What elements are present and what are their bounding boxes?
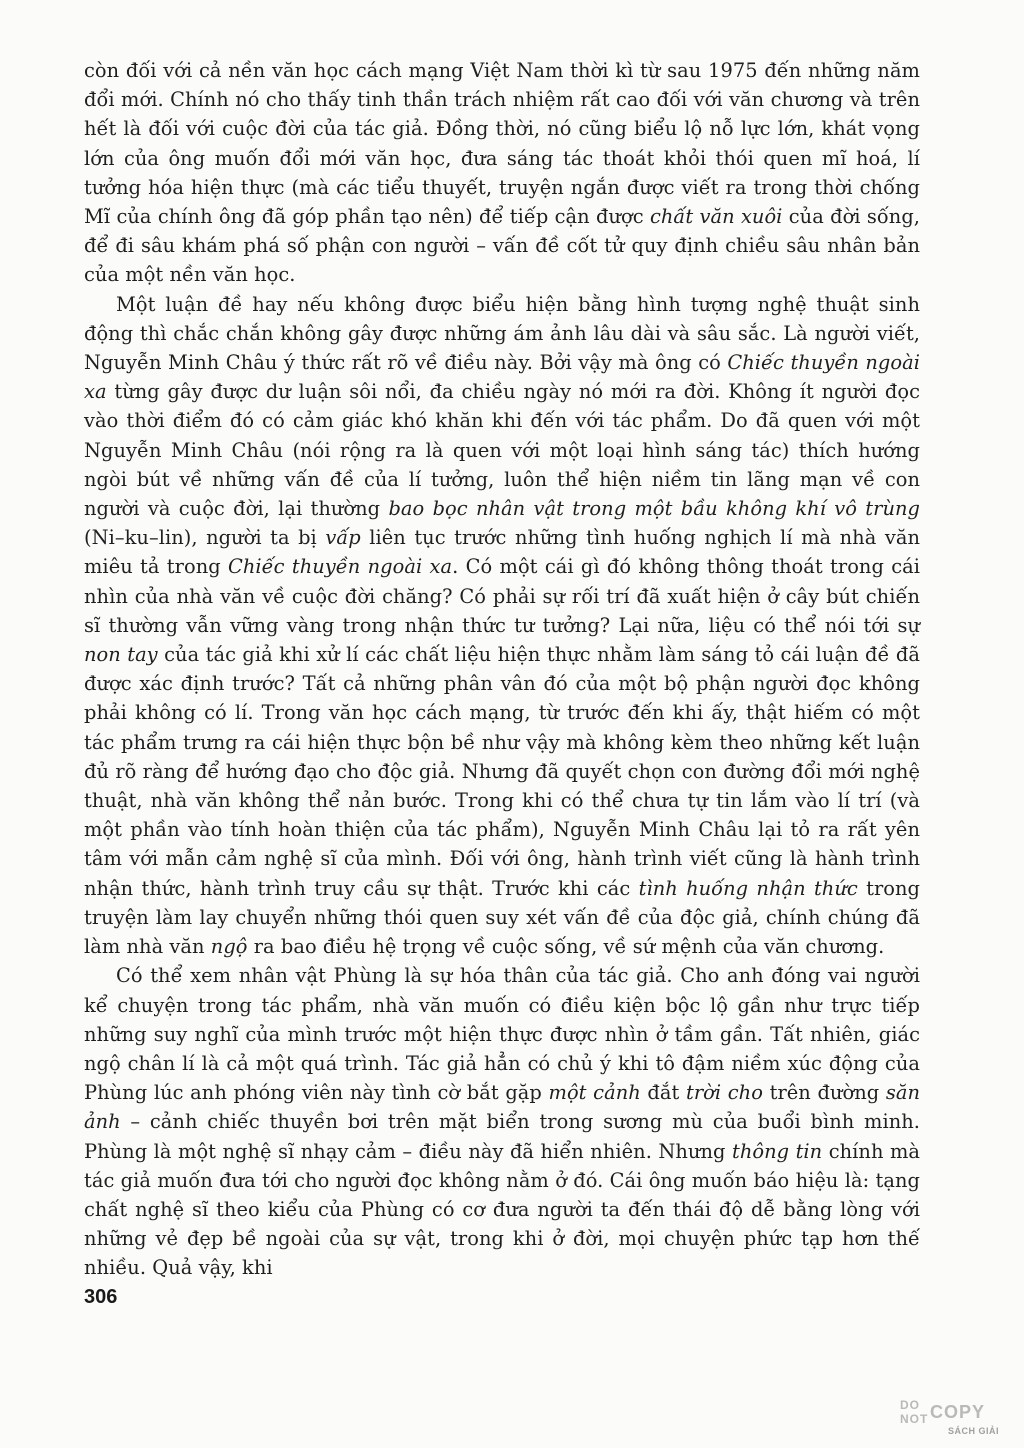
text-run: ra bao điều hệ trọng về cuộc sống, về sứ mệnh của văn chương. <box>247 935 885 959</box>
italic-text: vấp <box>325 526 361 550</box>
italic-text: bao bọc nhân vật trong một bầu không khí vô trùng <box>388 497 921 521</box>
text-run: từng gây được dư luận sôi nổi, đa chiều ngày nó mới ra đời. Không ít người đọc vào thời điểm đó có cảm giác khó khăn khi đến với tác phẩm. Do đã quen với một Nguyễn Minh Châu (nói rộng ra là quen với một loại hình sáng tác) thích hướng ngòi bút về những vấn đề của lí tưởng, luôn thể hiện niềm tin lãng mạn về con người và cuộc đời, lại thường <box>84 380 920 521</box>
text-run: đắt <box>640 1081 686 1105</box>
watermark-not: NOT <box>900 1412 929 1426</box>
italic-text: ngộ <box>210 935 248 959</box>
text-run: của tác giả khi xử lí các chất liệu hiện thực nhằm làm sáng tỏ cái luận đề đã được xác định trước? Tất cả những phân vân đó của một bộ phận người đọc không phải không có lí. Trong văn học cách mạng, từ trước đến khi ấy, thật hiếm có một tác phẩm trưng ra cái hiện thực bộn bề như vậy mà không kèm theo những kết luận đủ rõ ràng để hướng đạo cho độc giả. Nhưng đã quyết chọn con đường đổi mới nghệ thuật, nhà văn không thể nản bước. Trong khi có thể chưa tự tin lắm vào lí trí (và một phần vào tính hoàn thiện của tác phẩm), Nguyễn Minh Châu lại tỏ ra rất yên tâm với mẫn cảm nghệ sĩ của mình. Đối với ông, hành trình viết cũng là hành trình nhận thức, hành trình truy cầu sự thật. Trước khi các <box>84 643 920 900</box>
text-run: Có thể xem nhân vật Phùng là sự hóa thân của tác giả. Cho anh đóng vai người kể chuyện trong tác phẩm, nhà văn muốn có điều kiện bộc lộ gần như trực tiếp những suy nghĩ của mình trước một hiện thực được nhìn ở tầm gần. Tất nhiên, giác ngộ chân lí là cả một quá trình. Tác giả hẳn có chủ ý khi tô đậm niềm xúc động của Phùng lúc anh phóng viên này tình cờ bắt gặp <box>84 964 920 1105</box>
text-run: Một luận đề hay nếu không được biểu hiện bằng hình tượng nghệ thuật sinh động thì chắc chắn không gây được những ám ảnh lâu dài và sâu sắc. Là người viết, Nguyễn Minh Châu ý thức rất rõ về điều này. Bởi vậy mà ông có <box>84 292 920 375</box>
italic-text: tình huống nhận thức <box>638 876 858 900</box>
italic-text: non tay <box>84 643 158 667</box>
italic-text: Chiếc thuyền ngoài xa <box>84 351 920 404</box>
page-number: 306 <box>84 1286 118 1308</box>
watermark-sub: SÁCH GIẢI <box>948 1426 1000 1436</box>
text-run: trong truyện làm lay chuyển những thói quen suy xét vấn đề của độc giả, chính chúng đã làm nhà văn <box>84 876 920 959</box>
text-run: trên đường <box>762 1081 886 1105</box>
italic-text: trời cho <box>685 1081 763 1105</box>
text-run: (Ni–ku–lin), người ta bị <box>84 526 326 550</box>
text-run: còn đối với cả nền văn học cách mạng Việt Nam thời kì từ sau 1975 đến những năm đổi mới. Chính nó cho thấy tinh thần trách nhiệm rất cao đối với văn chương và trên hết là đối với cuộc đời của tác giả. Đồng thời, nó cũng biểu lộ nỗ lực lớn, khát vọng lớn của ông muốn đổi mới văn học, đưa sáng tác thoát khỏi thói quen mĩ hoá, lí tưởng hóa hiện thực (mà các tiểu thuyết, truyện ngắn được viết ra trong thời chống Mĩ của chính ông đã góp phần tạo nên) để tiếp cận được <box>84 59 920 229</box>
text-run: liên tục trước những tình huống nghịch lí mà nhà văn miêu tả trong <box>84 526 920 579</box>
italic-text: chất văn xuôi <box>649 205 783 229</box>
paragraph <box>84 290 920 962</box>
paragraph <box>84 961 920 1282</box>
italic-text: săn ảnh <box>84 1081 921 1134</box>
italic-text: thông tin <box>731 1139 823 1163</box>
text-run: chính mà tác giả muốn đưa tới cho người đọc không nằm ở đó. Cái ông muốn báo hiệu là: tạng chất nghệ sĩ theo kiểu của Phùng có cơ đưa người ta đến thái độ dễ bằng lòng với những vẻ đẹp bề ngoài của sự vật, trong khi ở đời, mọi chuyện phức tạp hơn thế nhiều. Quả vậy, khi <box>84 1139 921 1280</box>
watermark-logo <box>900 1398 1010 1440</box>
watermark-do: DO <box>900 1398 920 1412</box>
body-text <box>84 56 920 1283</box>
text-run: – cảnh chiếc thuyền bơi trên mặt biển trong sương mù của buổi bình minh. Phùng là một nghệ sĩ nhạy cảm – điều này đã hiển nhiên. Nhưng <box>84 1110 920 1163</box>
italic-text: một cảnh <box>548 1081 641 1105</box>
text-run: của đời sống, để đi sâu khám phá số phận con người – vấn đề cốt tử quy định chiều sâu nhân bản của một nền văn học. <box>84 205 920 287</box>
italic-text: Chiếc thuyền ngoài xa <box>228 555 453 579</box>
watermark-copy: COPY <box>930 1402 986 1422</box>
paragraph <box>84 56 920 290</box>
text-run: . Có một cái gì đó không thông thoát trong cái nhìn của nhà văn về cuộc đời chăng? Có phải sự rối trí đã xuất hiện ở cây bút chiến sĩ thường vẫn vững vàng trong nhận thức tư tưởng? Lại nữa, liệu có thể nói tới sự <box>84 555 920 637</box>
